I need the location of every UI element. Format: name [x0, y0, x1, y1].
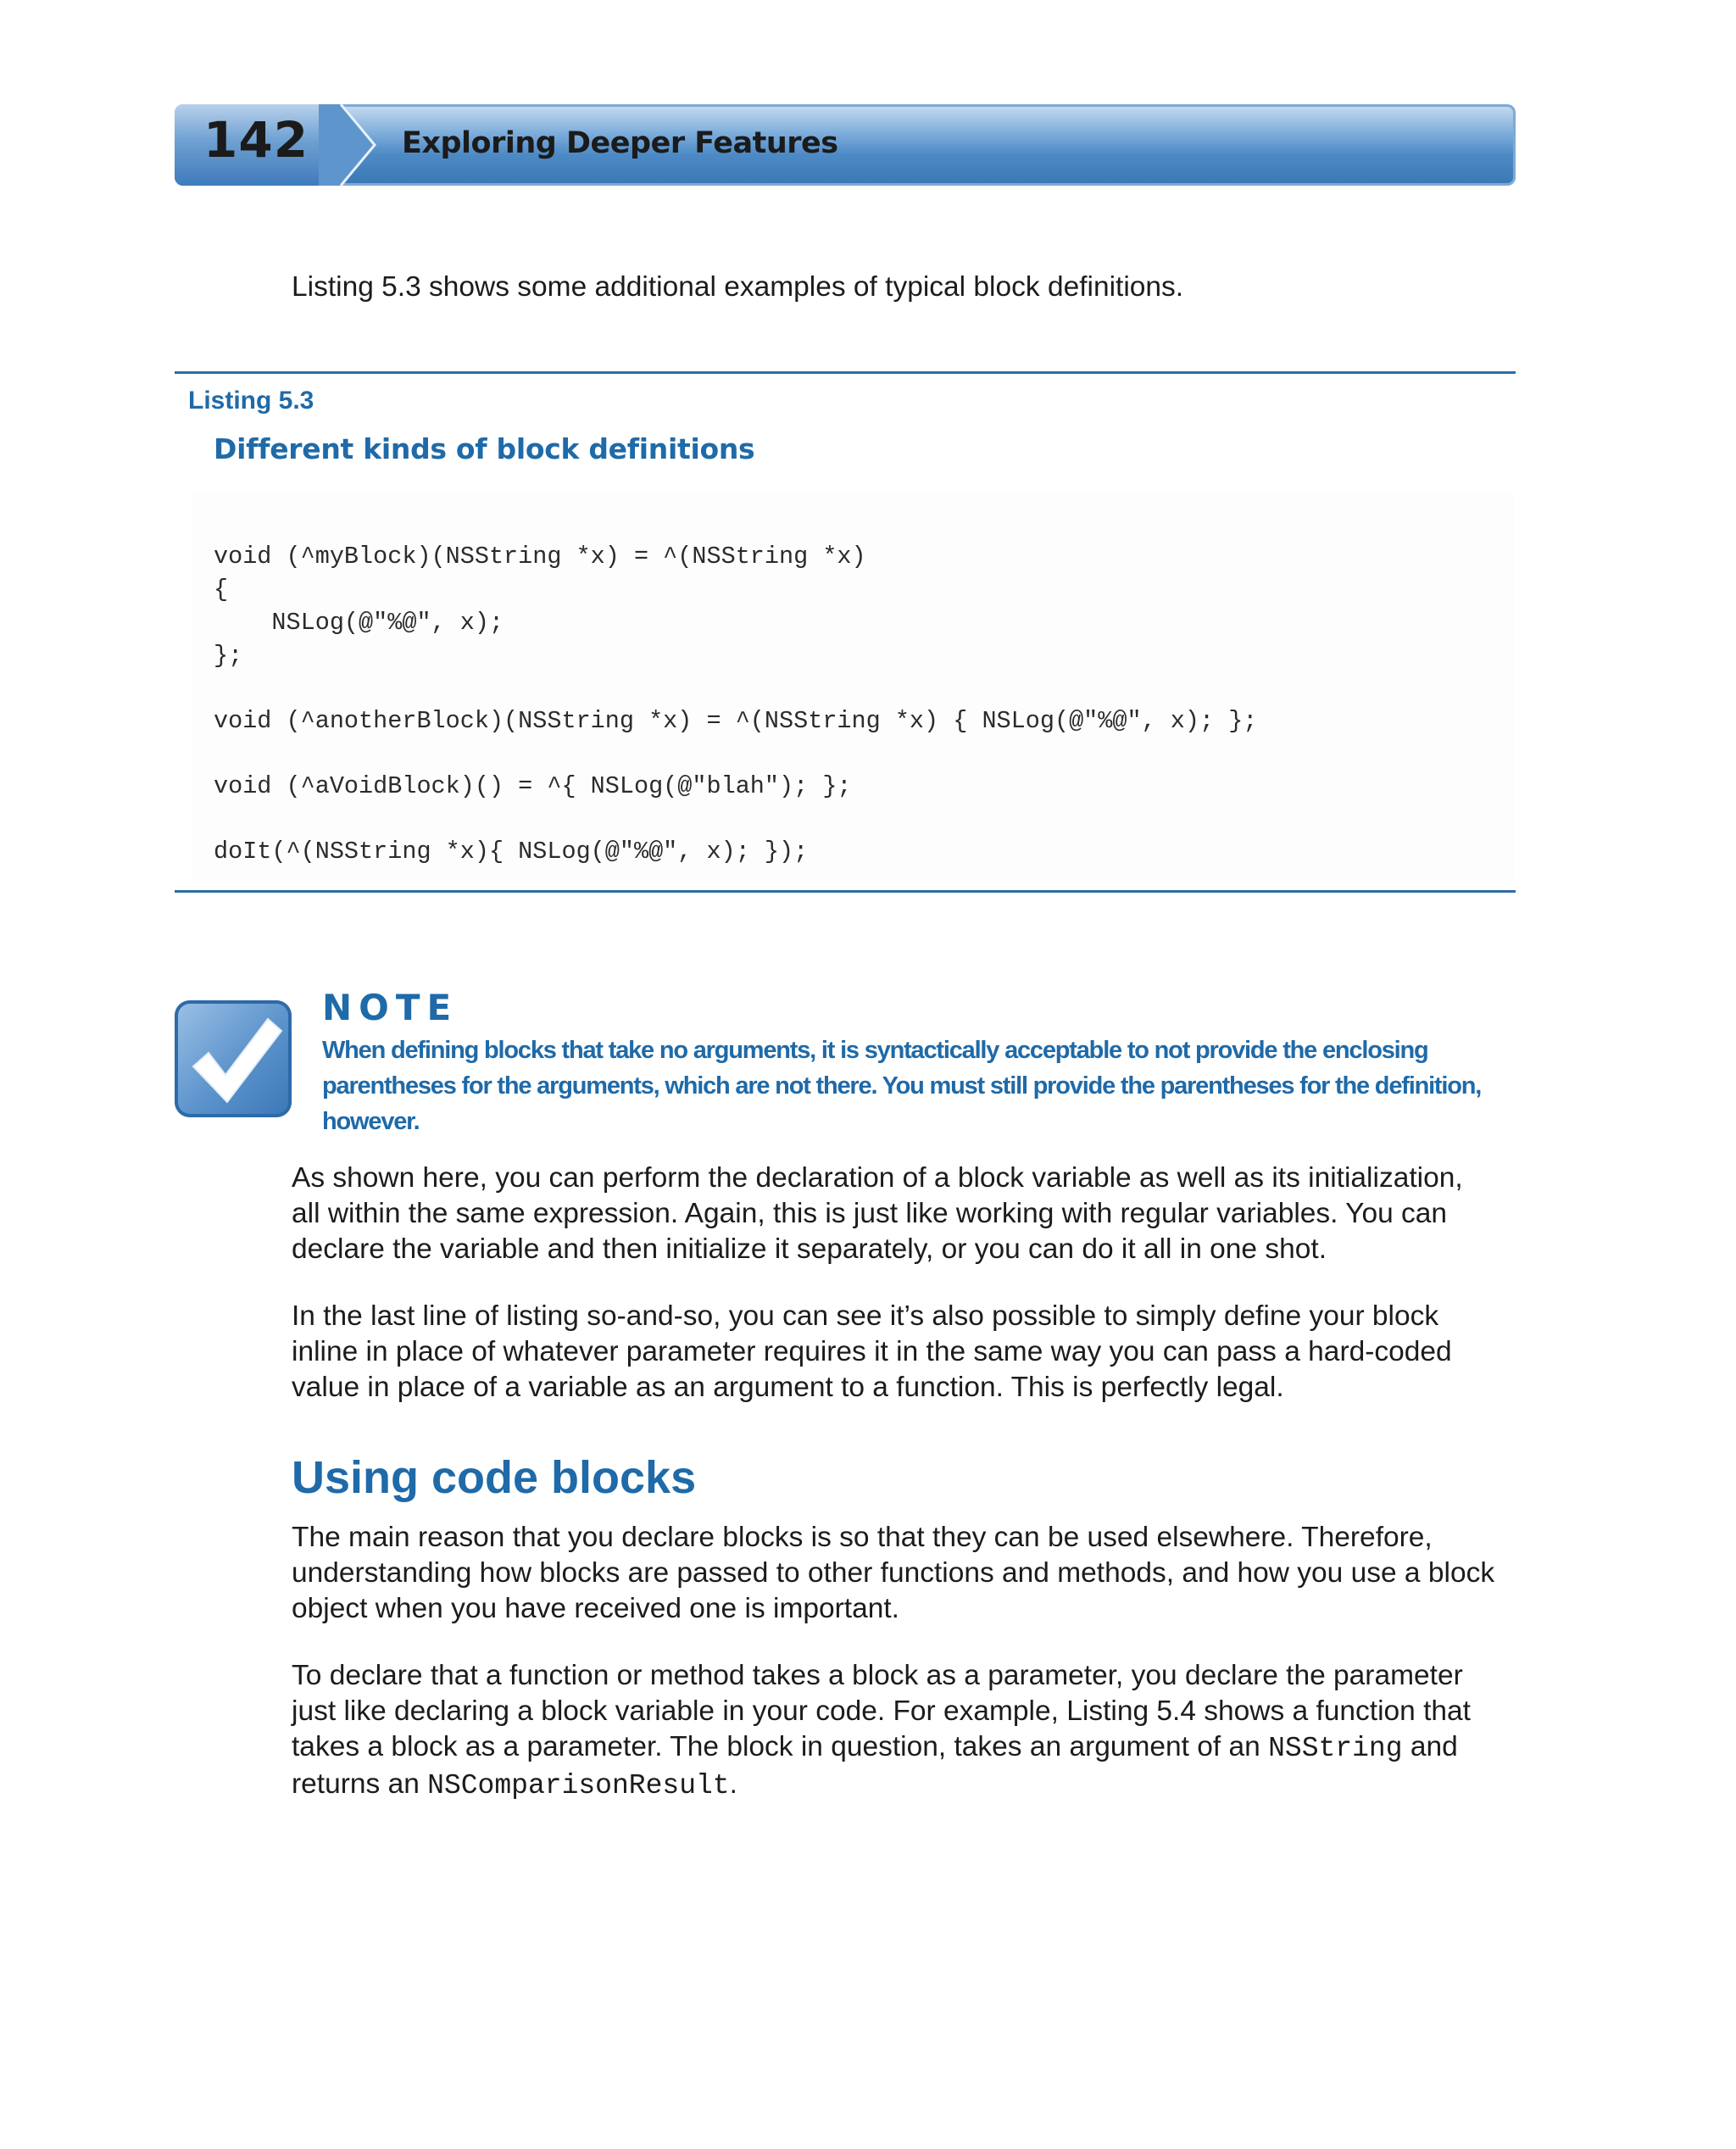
code-line: void (^anotherBlock)(NSString *x) = ^(NSString *x) { NSLog(@"%@", x); }; — [214, 707, 1258, 735]
section-paragraph-text: and returns an — [292, 1731, 1458, 1800]
page-number: 142 — [203, 111, 309, 169]
code-line: NSLog(@"%@", x); — [214, 609, 504, 637]
code-line: doIt(^(NSString *x){ NSLog(@"%@", x); }); — [214, 838, 809, 866]
listing-label: Listing 5.3 — [188, 387, 314, 415]
inline-code: NSString — [1268, 1733, 1403, 1764]
listing-bottom-rule — [175, 890, 1516, 893]
listing-title: Different kinds of block definitions — [214, 432, 755, 465]
body-paragraph: As shown here, you can perform the declaration of a block variable as well as its initialization, all within the same expression. Again, this is just like working with regular variables. You can declare the variable and then initialize it separately, or you can do it all in one shot. — [292, 1162, 1463, 1265]
section-heading: Using code blocks — [292, 1452, 697, 1503]
body-paragraph: In the last line of listing so-and-so, you can see it’s also possible to simply define your block inline in place of whatever parameter requires it in the same way you can pass a hard-coded value in place of a variable as an argument to a function. This is perfectly legal. — [292, 1300, 1452, 1403]
note-icon-box — [175, 1000, 292, 1117]
inline-code: NSComparisonResult — [427, 1770, 730, 1801]
section-paragraph: The main reason that you declare blocks is so that they can be used elsewhere. Therefore, understanding how blocks are passed to other functions and methods, and how you use a block object when you have received one is important. — [292, 1522, 1495, 1624]
note-heading: NOTE — [322, 987, 459, 1028]
code-line: }; — [214, 642, 243, 670]
listing-top-rule — [175, 371, 1516, 374]
section-paragraph-text: To declare that a function or method takes a block as a parameter, you declare the parameter just like declaring a block variable in your code. For example, Listing 5.4 shows a function that takes a block as a parameter. The block in question, takes an argument of an — [292, 1660, 1471, 1762]
running-header — [175, 104, 1516, 186]
code-line: void (^aVoidBlock)() = ^{ NSLog(@"blah"); }; — [214, 772, 852, 800]
intro-paragraph: Listing 5.3 shows some additional examples of typical block definitions. — [292, 271, 1184, 303]
chapter-title: Exploring Deeper Features — [402, 126, 838, 160]
code-line: void (^myBlock)(NSString *x) = ^(NSString *x) — [214, 543, 866, 571]
code-line: { — [214, 576, 229, 604]
checkmark-icon — [175, 1000, 292, 1117]
section-paragraph-text: . — [729, 1768, 737, 1800]
section-paragraph — [292, 1658, 1495, 1804]
note-text: When defining blocks that take no arguments, it is syntactically acceptable to not provide the enclosing parentheses for the arguments, which are not there. You must still provide the parentheses for the definition, however. — [322, 1037, 1482, 1135]
